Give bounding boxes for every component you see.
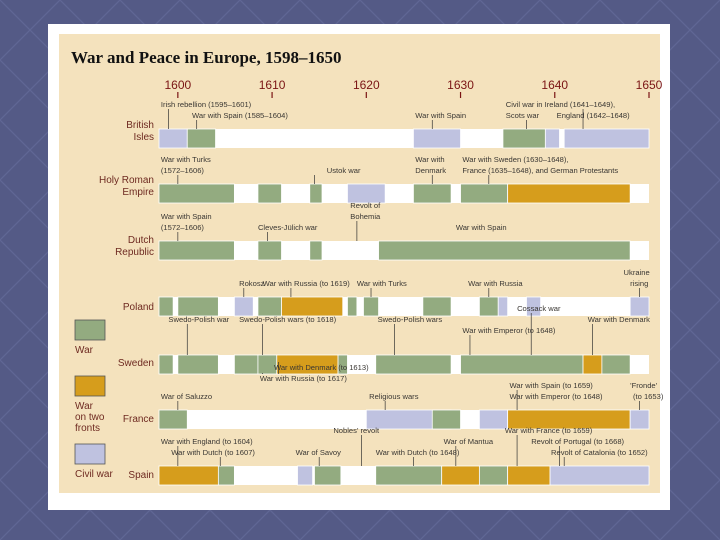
event-label: War with Spain (1585–1604) bbox=[191, 111, 288, 120]
segment-war bbox=[432, 410, 460, 429]
event-label: War with Turks bbox=[356, 279, 407, 288]
country-label: Poland bbox=[122, 302, 154, 313]
event-label: Nobles' revolt bbox=[333, 426, 380, 435]
event-label: England (1642–1648) bbox=[556, 111, 630, 120]
event-label: War with Spain bbox=[415, 111, 467, 120]
segment-civil-war bbox=[630, 410, 649, 429]
segment-civil-war bbox=[479, 410, 507, 429]
timeline-row bbox=[128, 426, 649, 485]
event-label: War of Mantua bbox=[443, 437, 494, 446]
event-label: War with bbox=[415, 155, 445, 164]
event-label: Revolt of Portugal (to 1668) bbox=[531, 437, 625, 446]
event-label: Denmark bbox=[415, 166, 447, 175]
segment-war bbox=[423, 297, 451, 316]
event-label: War with England (to 1604) bbox=[160, 437, 253, 446]
event-label: Revolt of bbox=[350, 201, 381, 210]
segment-war bbox=[602, 355, 630, 374]
segment-war bbox=[310, 184, 322, 203]
segment-war bbox=[461, 355, 584, 374]
country-label: Republic bbox=[115, 247, 154, 258]
segment-war bbox=[379, 241, 631, 260]
segment-two-fronts bbox=[159, 466, 218, 485]
country-label: Dutch bbox=[127, 235, 154, 246]
chart-panel bbox=[59, 34, 664, 493]
timeline-row bbox=[99, 155, 649, 203]
country-label: Holy Roman bbox=[98, 175, 154, 186]
event-label: Irish rebellion (1595–1601) bbox=[160, 100, 252, 109]
legend bbox=[75, 320, 113, 480]
year-tick-label: 1630 bbox=[447, 78, 474, 92]
event-label: France (1635–1648), and German Protestants bbox=[462, 166, 619, 175]
segment-war bbox=[314, 466, 340, 485]
event-label: Civil war in Ireland (1641–1649), bbox=[505, 100, 616, 109]
legend-label: on two bbox=[75, 412, 105, 423]
event-label: War with Emperor (to 1648) bbox=[509, 392, 603, 401]
segment-civil-war bbox=[234, 297, 253, 316]
event-label: Bohemia bbox=[350, 212, 381, 221]
event-label: Swedo-Polish wars bbox=[377, 315, 443, 324]
segment-two-fronts bbox=[583, 355, 602, 374]
legend-label: Civil war bbox=[75, 469, 113, 480]
event-label: War with Russia (to 1617) bbox=[259, 374, 347, 383]
year-axis bbox=[164, 78, 662, 98]
event-label: War with Denmark bbox=[587, 315, 650, 324]
event-label: Revolt of Catalonia (to 1652) bbox=[551, 448, 648, 457]
segment-war bbox=[234, 355, 258, 374]
country-label: France bbox=[122, 414, 154, 425]
event-label: War with Spain (to 1659) bbox=[509, 381, 593, 390]
segment-war bbox=[218, 466, 234, 485]
year-tick-label: 1640 bbox=[541, 78, 569, 92]
chart-title: War and Peace in Europe, 1598–1650 bbox=[71, 48, 342, 67]
segment-war bbox=[376, 466, 442, 485]
country-label: Sweden bbox=[117, 358, 154, 369]
segment-civil-war bbox=[159, 129, 187, 148]
segment-war bbox=[178, 297, 219, 316]
segment-civil-war bbox=[498, 297, 507, 316]
event-label: War of Savoy bbox=[295, 448, 341, 457]
segment-war bbox=[159, 241, 234, 260]
event-label: War with France (to 1659) bbox=[504, 426, 593, 435]
segment-war bbox=[258, 297, 282, 316]
timeline-row bbox=[126, 100, 649, 148]
year-tick-label: 1600 bbox=[164, 78, 192, 92]
legend-swatch-war bbox=[75, 320, 105, 340]
segment-war bbox=[413, 184, 451, 203]
segment-two-fronts bbox=[508, 466, 550, 485]
event-label: War with Spain bbox=[160, 212, 212, 221]
event-label: Ukraine bbox=[623, 268, 650, 277]
legend-swatch-two-fronts bbox=[75, 376, 105, 396]
segment-civil-war bbox=[413, 129, 460, 148]
legend-label: fronts bbox=[75, 423, 101, 434]
segment-war bbox=[159, 355, 173, 374]
event-label: Ustok war bbox=[326, 166, 361, 175]
segment-war bbox=[258, 241, 282, 260]
event-label: Scots war bbox=[505, 111, 540, 120]
peace-bar bbox=[159, 297, 649, 316]
country-label: Empire bbox=[122, 187, 154, 198]
event-label: rising bbox=[630, 279, 649, 288]
year-tick-label: 1650 bbox=[635, 78, 663, 92]
segment-war bbox=[503, 129, 545, 148]
segment-war bbox=[187, 129, 215, 148]
country-label: Spain bbox=[128, 470, 154, 481]
segment-war bbox=[159, 297, 173, 316]
segment-civil-war bbox=[545, 129, 559, 148]
segment-war bbox=[479, 466, 507, 485]
event-label: 'Fronde' bbox=[630, 381, 658, 390]
legend-label: War bbox=[75, 401, 93, 412]
segment-war bbox=[159, 184, 234, 203]
country-label: Isles bbox=[133, 132, 154, 143]
segment-war bbox=[258, 184, 282, 203]
segment-civil-war bbox=[550, 466, 649, 485]
segment-two-fronts bbox=[442, 466, 480, 485]
segment-war bbox=[178, 355, 219, 374]
segment-civil-war bbox=[298, 466, 313, 485]
legend-label: War bbox=[75, 345, 93, 356]
event-label: Cossack war bbox=[517, 304, 561, 313]
timeline-row bbox=[123, 268, 650, 316]
event-label: War with Emperor (to 1648) bbox=[462, 326, 556, 335]
event-label: War with Denmark (to 1613) bbox=[273, 363, 369, 372]
segment-war bbox=[479, 297, 498, 316]
segment-war bbox=[376, 355, 451, 374]
timeline-row bbox=[123, 381, 664, 429]
event-label: (to 1653) bbox=[632, 392, 664, 401]
event-label: War with Dutch (to 1607) bbox=[171, 448, 255, 457]
segment-two-fronts bbox=[508, 184, 630, 203]
segment-two-fronts bbox=[282, 297, 343, 316]
event-label: War with Russia (to 1619) bbox=[262, 279, 350, 288]
event-label: Cleves-Jülich war bbox=[257, 223, 318, 232]
year-tick-label: 1620 bbox=[352, 78, 380, 92]
event-label: Swedo-Polish wars (to 1618) bbox=[239, 315, 337, 324]
event-label: (1572–1606) bbox=[160, 223, 204, 232]
event-label: Religious wars bbox=[369, 392, 419, 401]
event-label: War of Saluzzo bbox=[160, 392, 213, 401]
year-tick-label: 1610 bbox=[258, 78, 286, 92]
segment-war bbox=[347, 297, 356, 316]
timeline-chart bbox=[59, 34, 664, 493]
timeline-rows bbox=[99, 100, 664, 485]
timeline-row bbox=[115, 201, 649, 260]
event-label: (1572–1606) bbox=[160, 166, 204, 175]
country-label: British bbox=[126, 120, 154, 131]
segment-civil-war bbox=[564, 129, 649, 148]
event-label: War with Dutch (to 1648) bbox=[375, 448, 460, 457]
event-label: Swedo-Polish war bbox=[168, 315, 230, 324]
event-label: Rokosz bbox=[239, 279, 265, 288]
event-label: War with Russia bbox=[468, 279, 523, 288]
event-label: War with Turks bbox=[160, 155, 211, 164]
segment-war bbox=[461, 184, 508, 203]
segment-war bbox=[363, 297, 378, 316]
event-label: War with Spain bbox=[455, 223, 507, 232]
event-label: War with Sweden (1630–1648), bbox=[462, 155, 569, 164]
segment-civil-war bbox=[630, 297, 649, 316]
segment-war bbox=[159, 410, 187, 429]
segment-war bbox=[310, 241, 322, 260]
legend-swatch-civil-war bbox=[75, 444, 105, 464]
